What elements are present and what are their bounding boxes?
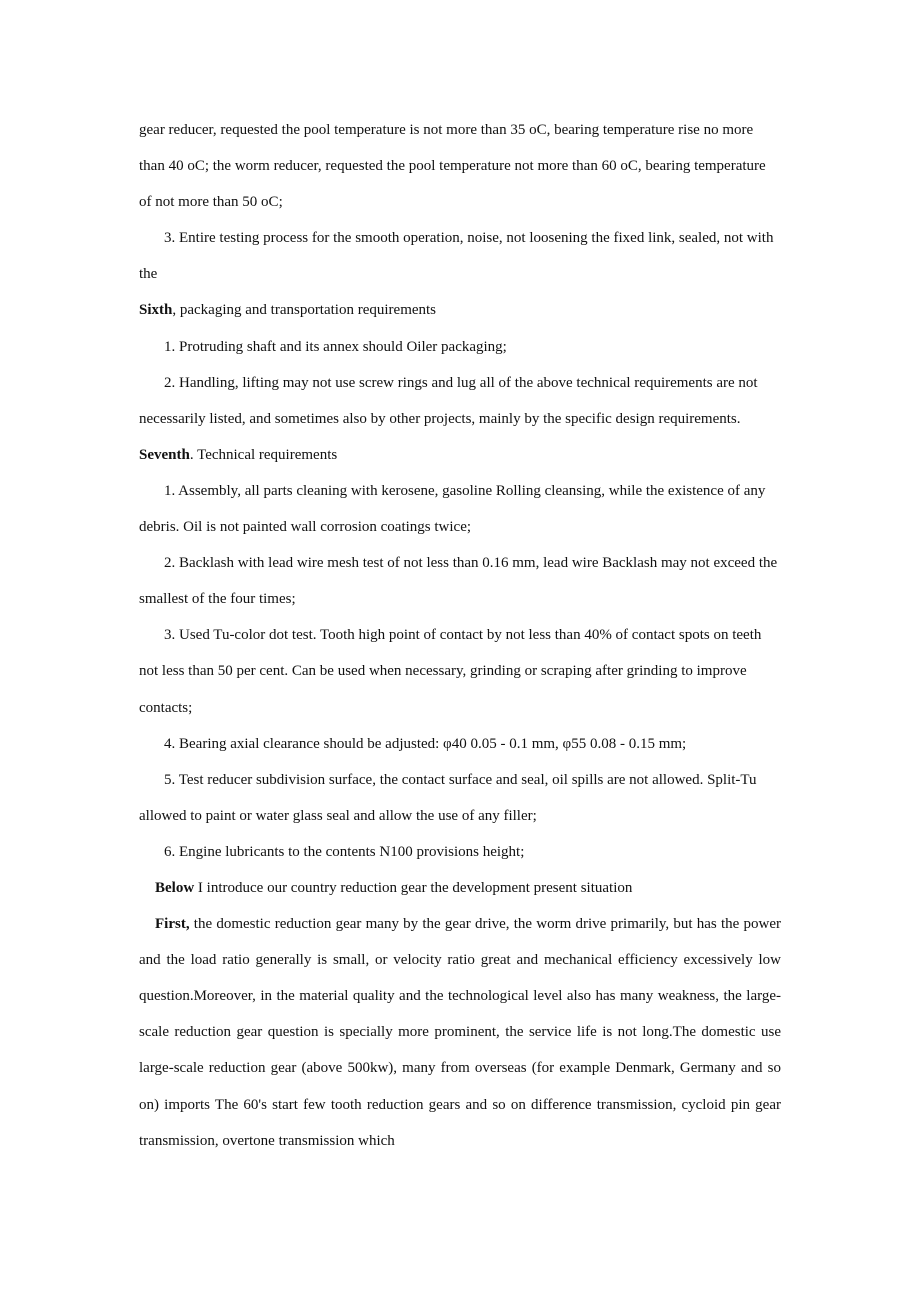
section-heading-sixth: [139, 292, 781, 328]
paragraph-backlash: 2. Backlash with lead wire mesh test of not less than 0.16 mm, lead wire Backlash may not exceed the smallest of the four times;: [139, 555, 778, 608]
paragraph-testing-process: 3. Entire testing process for the smooth operation, noise, not loosening the fixed link, sealed, not with the: [139, 230, 774, 283]
below-bold: Below: [155, 879, 195, 896]
paragraph-handling-lifting: 2. Handling, lifting may not use screw rings and lug all of the above technical requirements are not necessarily listed, and sometimes also by other projects, mainly by the specific design requirements.: [139, 374, 758, 427]
section-heading-seventh-text: . Technical requirements: [189, 446, 338, 463]
section-heading-seventh-bold: Seventh: [139, 446, 190, 463]
first-text: the domestic reduction gear many by the gear drive, the worm drive primarily, but has the power and the load ratio generally is small, or velocity ratio great and mechanical efficiency excessively low question.Moreover, in the material quality and the technological level also has many weakness, the large-scale reduction gear question is specially more prominent, the service life is not long.The domestic use large-scale reduction gear (above 500kw), many from overseas (for example Denmark, Germany and so on) imports The 60's start few tooth reduction gears and so on difference transmission, cycloid pin gear transmission, overtone transmission which: [139, 916, 781, 1149]
first-bold: First,: [155, 916, 190, 933]
paragraph-bearing-clearance: 4. Bearing axial clearance should be adjusted: φ40 0.05 - 0.1 mm, φ55 0.08 - 0.15 mm;: [164, 735, 687, 752]
paragraph-color-dot-test: 3. Used Tu-color dot test. Tooth high point of contact by not less than 40% of contact spots on teeth not less than 50 per cent. Can be used when necessary, grinding or scraping after grinding to improve contacts;: [139, 627, 762, 716]
section-heading-sixth-bold: Sixth: [139, 302, 173, 319]
paragraph-engine-lubricants: 6. Engine lubricants to the contents N100 provisions height;: [164, 843, 525, 860]
document-page: [139, 112, 781, 1159]
paragraph-temperature-requirements: gear reducer, requested the pool temperature is not more than 35 oC, bearing temperature rise no more than 40 oC; the worm reducer, requested the pool temperature not more than 60 oC, bearing temperature of not more than 50 oC;: [139, 122, 766, 211]
paragraph-first-domestic: [139, 906, 781, 1159]
paragraph-assembly-cleaning: 1. Assembly, all parts cleaning with kerosene, gasoline Rolling cleansing, while the existence of any debris. Oil is not painted wall corrosion coatings twice;: [139, 482, 766, 536]
paragraph-protruding-shaft: 1. Protruding shaft and its annex should Oiler packaging;: [164, 338, 507, 355]
paragraph-below-intro: [139, 870, 781, 906]
section-heading-seventh: [139, 437, 781, 473]
below-text: I introduce our country reduction gear the development present situation: [194, 879, 633, 896]
paragraph-subdivision-surface: 5. Test reducer subdivision surface, the contact surface and seal, oil spills are not allowed. Split-Tu allowed to paint or water glass seal and allow the use of any filler;: [139, 771, 757, 824]
section-heading-sixth-text: , packaging and transportation requirements: [172, 302, 437, 319]
